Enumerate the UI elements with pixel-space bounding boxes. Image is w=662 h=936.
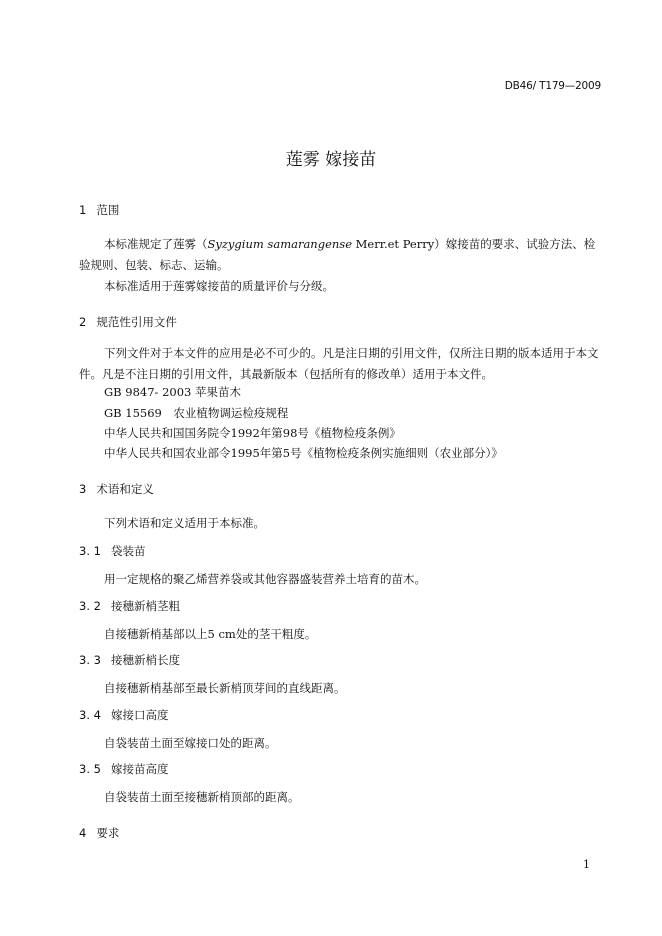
section-number: 4	[79, 826, 87, 840]
term-number: 3. 3	[79, 653, 101, 667]
term-name: 接穗新梢长度	[110, 653, 180, 667]
section-2-paragraph-1: 下列文件对于本文件的应用是必不可少的。凡是注日期的引用文件，仅所注日期的版本适用于本文件。凡是不注日期的引用文件，其最新版本（包括所有的修改单）适用于本文件。	[79, 346, 599, 381]
term-name: 袋装苗	[110, 544, 146, 558]
scientific-name: Syzygium samarangense	[207, 237, 352, 251]
term-3-3-heading	[79, 652, 180, 668]
reference-item: 中华人民共和国农业部令1995年第5号《植物检疫条例实施细则（农业部分）》	[104, 446, 503, 460]
section-2-heading	[79, 314, 177, 330]
section-1-heading	[79, 202, 119, 218]
term-3-5-heading	[79, 761, 168, 777]
section-4-heading	[79, 825, 119, 841]
reference-item: GB 9847- 2003 苹果苗木	[104, 385, 242, 399]
section-1-paragraph-2: 本标准适用于莲雾嫁接苗的质量评价与分级。	[104, 279, 334, 293]
term-name: 嫁接苗高度	[110, 762, 169, 776]
term-3-1-heading	[79, 543, 145, 559]
term-3-2-heading	[79, 598, 180, 614]
term-definition: 自袋装苗土面至嫁接口处的距离。	[104, 736, 277, 750]
term-definition: 自接穗新梢基部以上5 cm处的茎干粗度。	[104, 627, 317, 641]
section-3-heading	[79, 481, 154, 497]
section-title: 规范性引用文件	[96, 315, 177, 329]
reference-item: GB 15569 农业植物调运检疫规程	[104, 406, 289, 420]
section-number: 2	[79, 315, 87, 329]
term-definition: 自接穗新梢基部至最长新梢顶芽间的直线距离。	[104, 681, 346, 695]
section-number: 3	[79, 482, 87, 496]
standard-code: DB46/ T179—2009	[504, 80, 601, 92]
term-name: 接穗新梢茎粗	[110, 599, 180, 613]
scope-text-before: 本标准规定了莲雾（	[104, 237, 208, 251]
section-title: 要求	[96, 826, 120, 840]
page-number: 1	[583, 858, 590, 871]
term-definition: 自袋装苗土面至接穗新梢顶部的距离。	[104, 790, 300, 804]
section-number: 1	[79, 203, 87, 217]
term-name: 嫁接口高度	[110, 708, 169, 722]
scope-text-after: Merr.et Perry）嫁接苗的要求、试验方法、检验规则、包装、标志、运输。	[79, 237, 596, 272]
document-title: 莲雾 嫁接苗	[285, 150, 377, 170]
term-number: 3. 1	[79, 544, 101, 558]
term-number: 3. 2	[79, 599, 101, 613]
term-definition: 用一定规格的聚乙烯营养袋或其他容器盛装营养土培育的苗木。	[104, 572, 426, 586]
section-title: 术语和定义	[96, 482, 154, 496]
term-number: 3. 4	[79, 708, 101, 722]
section-1-paragraph-1	[79, 234, 601, 276]
term-3-4-heading	[79, 707, 168, 723]
section-3-paragraph-1: 下列术语和定义适用于本标准。	[104, 516, 265, 530]
section-title: 范围	[96, 203, 120, 217]
reference-item: 中华人民共和国国务院令1992年第98号《植物检疫条例》	[104, 426, 401, 440]
term-number: 3. 5	[79, 762, 101, 776]
